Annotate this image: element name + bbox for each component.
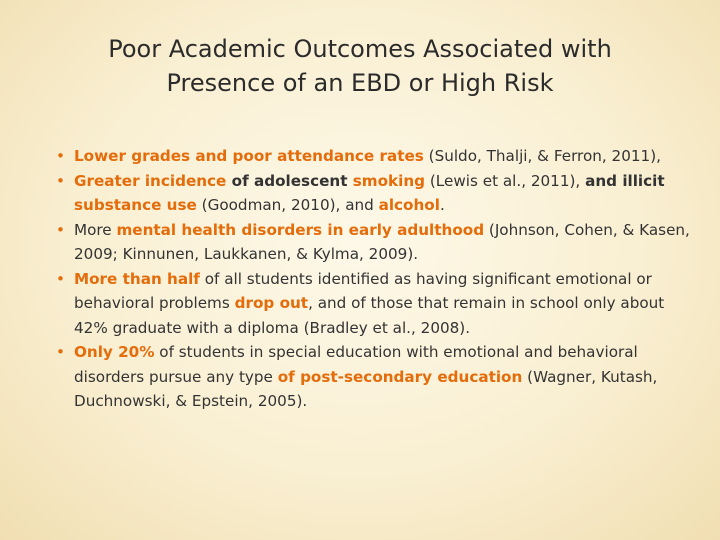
bullet-text <box>74 270 664 337</box>
highlighted-phrase: alcohol <box>378 196 440 214</box>
bullet-text-segment: (Lewis et al., 2011), <box>425 171 586 190</box>
highlighted-phrase: Only 20% <box>74 343 155 361</box>
highlighted-phrase: substance use <box>74 196 197 214</box>
bullet-text <box>74 343 657 410</box>
bullet-text <box>74 172 665 215</box>
highlighted-phrase: More than half <box>74 269 200 288</box>
highlighted-phrase: Greater incidence <box>74 171 227 190</box>
bullet-text-segment: of adolescent <box>226 171 353 190</box>
bullet-text-segment: (Johnson, Cohen, & Kasen, 2009; Kinnunen, Laukkanen, & Kylma, 2009). <box>74 220 690 263</box>
bullet-dot-icon: • <box>56 220 65 239</box>
bullet-text <box>74 221 690 264</box>
slide-title <box>40 32 680 100</box>
highlighted-phrase: smoking <box>352 171 426 190</box>
bullet-text-segment: of students in special education with emotional and behavioral disorders pursue any type <box>74 343 638 386</box>
bullet-item <box>54 267 694 341</box>
slide-title-line-1: Poor Academic Outcomes Associated with <box>108 35 612 63</box>
bullet-text-segment: (Wagner, Kutash, Duchnowski, & Epstein, 2005). <box>74 367 658 410</box>
highlighted-phrase: drop out <box>234 294 309 312</box>
bullet-text-segment: More <box>74 220 117 239</box>
bullet-dot-icon: • <box>56 269 65 288</box>
bullet-item <box>54 340 694 414</box>
bullet-dot-icon: • <box>56 147 65 165</box>
bullet-dot-icon: • <box>56 171 65 190</box>
bullet-list <box>54 144 694 414</box>
bullet-dot-icon: • <box>56 343 65 361</box>
bullet-item <box>54 218 694 267</box>
highlighted-phrase: of post-secondary education <box>277 367 523 386</box>
bullet-text <box>74 147 661 165</box>
highlighted-phrase: Lower grades and poor attendance rates <box>74 147 424 165</box>
bullet-text-segment: , and of those that remain in school only about 42% graduate with a diploma (Bradley et al., 2008). <box>74 294 665 337</box>
bullet-text-segment: . <box>439 196 445 214</box>
highlighted-phrase: mental health disorders in early adulthood <box>116 220 485 239</box>
bullet-text-segment: (Goodman, 2010), and <box>196 196 379 214</box>
bullet-text-segment: and illicit <box>585 171 665 190</box>
bullet-item <box>54 169 694 218</box>
bullet-text-segment: (Suldo, Thalji, & Ferron, 2011), <box>423 147 661 165</box>
bullet-item <box>54 144 694 169</box>
bullet-text-segment: of all students identified as having significant emotional or behavioral problems <box>74 269 652 312</box>
slide-title-line-2: Presence of an EBD or High Risk <box>166 69 554 97</box>
